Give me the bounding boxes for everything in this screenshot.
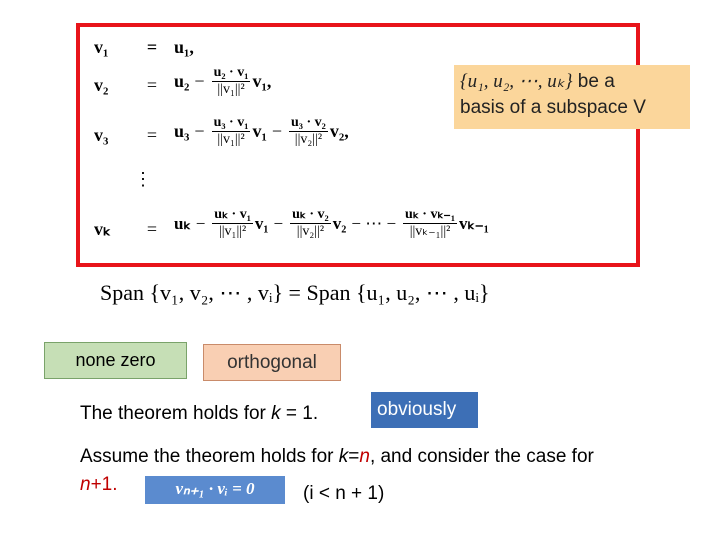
fraction [212,115,251,148]
basis-set-math: {u₁, u₂, ⋯, uₖ} [460,71,573,92]
basis-note-text-1: be a [572,71,615,92]
variable-n: n [80,474,91,495]
minus-sign: − [194,71,205,91]
term-v2: v₂, [329,121,349,141]
fraction [212,65,251,98]
ellipsis: − ⋯ − [351,213,397,233]
index-condition: (i < n + 1) [303,483,385,504]
statement-text: +1. [90,474,118,495]
term-v1: v₁ [254,213,269,233]
rhs-expression [174,207,489,240]
dot-product-equation: vₙ₊₁ · vᵢ = 0 [145,476,285,504]
span-equation: Span {v₁, v₂, ⋯ , vᵢ} = Span {u₁, u₂, ⋯ , uᵢ} [100,280,490,305]
vertical-ellipsis: ⋮ [134,169,152,189]
fraction-numerator: u₂ · v₁ [213,65,249,80]
fraction-numerator: uₖ · vₖ₋₁ [405,207,456,222]
orthogonal-label: orthogonal [203,344,341,381]
fraction-denominator: ||vₖ₋₁||² [409,224,451,239]
minus-sign: − [194,121,205,141]
fraction [290,207,331,240]
minus-sign: − [271,121,282,141]
statement-text: The theorem holds for [80,403,272,424]
minus-sign: − [195,213,206,233]
fraction [212,207,253,240]
term-u2: u₂ [174,71,190,91]
term-uk: uₖ [174,213,191,233]
fraction-numerator: uₖ · v₁ [214,207,251,222]
statement-text: Assume the theorem holds for [80,446,339,467]
obviously-label: obviously [371,392,478,428]
minus-sign: − [273,213,284,233]
equals-sign: = [146,125,158,145]
variable-k: k [271,403,281,424]
equals-sign: = [146,219,158,239]
none-zero-label: none zero [44,342,187,379]
lhs-v3: v₃ [94,125,109,145]
fraction-numerator: uₖ · v₂ [292,207,329,222]
fraction [403,207,457,240]
lhs-vk: vₖ [94,219,111,239]
term-v2: v₂ [332,213,347,233]
fraction [289,115,328,148]
variable-n: n [359,446,370,467]
base-case-statement [80,403,318,425]
fraction-denominator: ||v₁||² [218,224,247,239]
equals-sign: = [146,75,158,95]
term-u3: u₃ [174,121,190,141]
basis-note-text-2: basis of a subspace V [460,97,646,118]
equals-sign: = [348,446,360,467]
inductive-step-statement [80,446,594,468]
term-vk-minus-1: vₖ₋₁ [459,213,489,233]
term-v1: v₁ [252,121,267,141]
term-v1: v₁, [252,71,272,91]
fraction-denominator: ||v₂||² [296,224,325,239]
fraction-denominator: ||v₂||² [294,132,323,147]
rhs-expression [174,65,271,98]
gram-schmidt-equations-box [76,23,640,267]
statement-text: = 1. [280,403,319,424]
fraction-denominator: ||v₁||² [217,132,245,147]
variable-k: k [338,446,349,467]
case-n-plus-1 [80,474,118,496]
rhs-expression [174,115,349,148]
rhs-u1: u₁, [174,37,194,57]
fraction-numerator: u₃ · v₂ [291,115,326,130]
fraction-denominator: ||v₁||² [217,82,245,97]
lhs-v1: v₁ [94,37,109,57]
statement-text: , and consider the case for [369,446,594,467]
equals-sign: = [146,37,158,57]
fraction-numerator: u₃ · v₁ [213,115,249,130]
lhs-v2: v₂ [94,75,109,95]
basis-note-box [454,65,690,129]
